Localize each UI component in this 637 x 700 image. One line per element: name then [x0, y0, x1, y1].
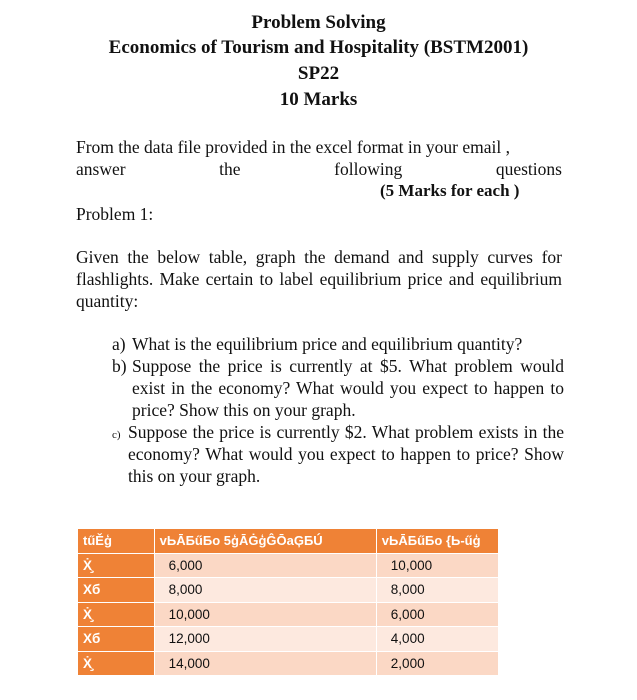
- question-marker: a): [112, 334, 126, 354]
- question-text: What is the equilibrium price and equilibrium quantity?: [132, 334, 523, 354]
- intro-word: questions: [495, 159, 562, 179]
- document-header: [0, 10, 637, 112]
- term-label: SP22: [297, 63, 340, 84]
- table-cell-demand: 8,000: [154, 578, 376, 603]
- table-cell-supply: 2,000: [376, 651, 498, 676]
- table-header-quantity-supplied: vЬĀБűБo {Ь-űģ: [376, 529, 498, 554]
- marks-label: 10 Marks: [279, 89, 358, 110]
- table-cell-supply: 4,000: [376, 627, 498, 652]
- question-text: Suppose the price is currently $2. What problem exists in the economy? What would you expect to happen to price? Show this on your graph.: [128, 422, 564, 486]
- intro-paragraph: [76, 136, 562, 180]
- table-row: [78, 602, 499, 627]
- table-row: [78, 553, 499, 578]
- table-row: [78, 651, 499, 676]
- table-cell-price: Xб: [78, 627, 155, 652]
- table-header-price: tűĚģ: [78, 529, 155, 554]
- table-cell-price: Ẋ̧: [78, 602, 155, 627]
- table-cell-price: Ẋ̧: [78, 553, 155, 578]
- problem-label: Problem 1:: [76, 204, 154, 224]
- question-text: Suppose the price is currently at $5. What problem would exist in the economy? What would you expect to happen to price? Show this on your graph.: [132, 356, 564, 420]
- question-c: [112, 421, 564, 487]
- table-header-row: [78, 529, 499, 554]
- table-cell-price: Xб: [78, 578, 155, 603]
- question-marker: b): [112, 356, 127, 376]
- table-row: [78, 627, 499, 652]
- intro-word: the: [219, 159, 241, 179]
- intro-word: following: [334, 159, 403, 179]
- question-a: [112, 333, 564, 355]
- table-row: [78, 578, 499, 603]
- intro-line-2: [76, 158, 562, 180]
- intro-line-1: From the data file provided in the excel format in your email ,: [76, 137, 510, 157]
- table-cell-price: Ẋ̧: [78, 651, 155, 676]
- table-cell-supply: 8,000: [376, 578, 498, 603]
- course-title: Economics of Tourism and Hospitality (BSTM2001): [108, 37, 529, 58]
- given-instructions: Given the below table, graph the demand and supply curves for flashlights. Make certain to label equilibrium price and equilibrium quantity:: [76, 247, 562, 311]
- supply-demand-table: [77, 528, 499, 676]
- table-cell-supply: 6,000: [376, 602, 498, 627]
- intro-word: answer: [76, 159, 126, 179]
- table-cell-supply: 10,000: [376, 553, 498, 578]
- table-cell-demand: 12,000: [154, 627, 376, 652]
- marks-note: (5 Marks for each ): [380, 181, 520, 200]
- question-b: [112, 355, 564, 421]
- table-cell-demand: 14,000: [154, 651, 376, 676]
- table-cell-demand: 6,000: [154, 553, 376, 578]
- table-cell-demand: 10,000: [154, 602, 376, 627]
- question-marker: c): [112, 429, 121, 441]
- question-list: [112, 333, 564, 487]
- table-header-quantity-demanded: vЬĀБűБo 5ģĀĠģĜŌaĢБÚ: [154, 529, 376, 554]
- document-title: Problem Solving: [251, 12, 386, 33]
